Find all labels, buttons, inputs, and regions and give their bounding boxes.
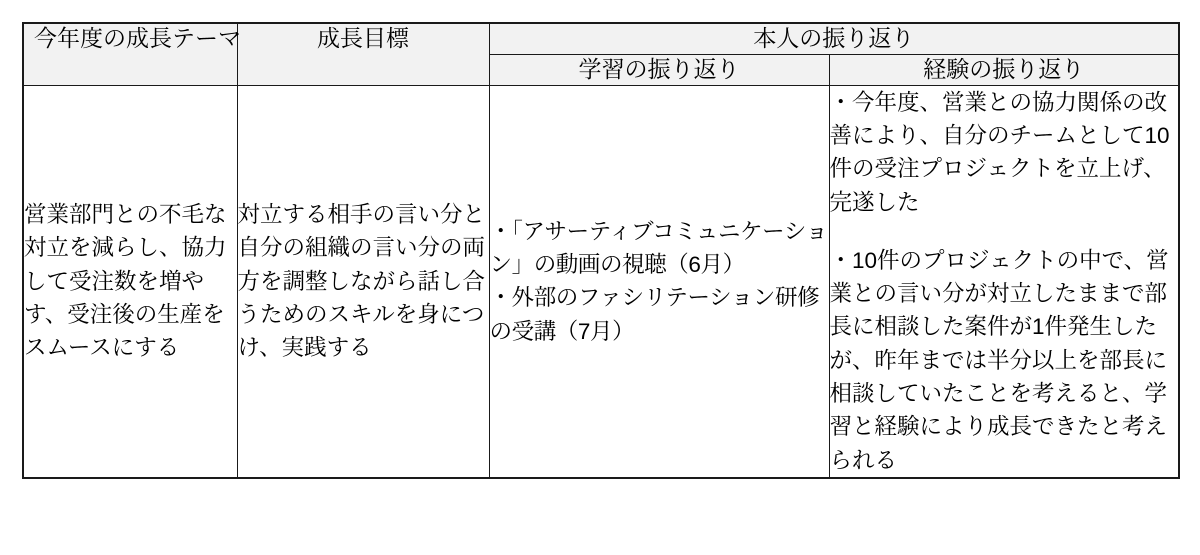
experience-item-2: ・10件のプロジェクトの中で、営業との言い分が対立したままで部長に相談した案件が1件発生したが、昨年までは半分以上を部長に相談していたことを考えると、学習と経験により成長できたと考えられる xyxy=(829,247,1169,473)
table-row xyxy=(23,85,1179,478)
table-header-row-1 xyxy=(23,23,1179,54)
learning-item-1: ・「アサーティブコミュニケーション」の動画の視聴（6月） xyxy=(489,218,828,277)
header-experience-review: 経験の振り返り xyxy=(829,54,1179,85)
header-learning-review: 学習の振り返り xyxy=(489,54,829,85)
cell-experience-review xyxy=(829,85,1179,478)
cell-growth-goal xyxy=(237,85,489,478)
growth-theme-text: 営業部門との不毛な対立を減らし、協力して受注数を増やす、受注後の生産をスムースにする xyxy=(24,202,227,361)
learning-item-2: ・外部のファシリテーション研修の受講（7月） xyxy=(489,285,820,344)
growth-review-table xyxy=(22,22,1180,479)
header-growth-goal: 成長目標 xyxy=(237,23,489,85)
cell-growth-theme xyxy=(23,85,237,478)
growth-goal-text: 対立する相手の言い分と自分の組織の言い分の両方を調整しながら話し合うためのスキルを身につけ、実践する xyxy=(237,202,486,361)
header-self-review-group: 本人の振り返り xyxy=(489,23,1179,54)
header-growth-theme: 今年度の成長テーマ xyxy=(23,23,237,85)
cell-learning-review xyxy=(489,85,829,478)
experience-item-1: ・今年度、営業との協力関係の改善により、自分のチームとして10件の受注プロジェクトを立上げ、完遂した xyxy=(829,89,1170,215)
